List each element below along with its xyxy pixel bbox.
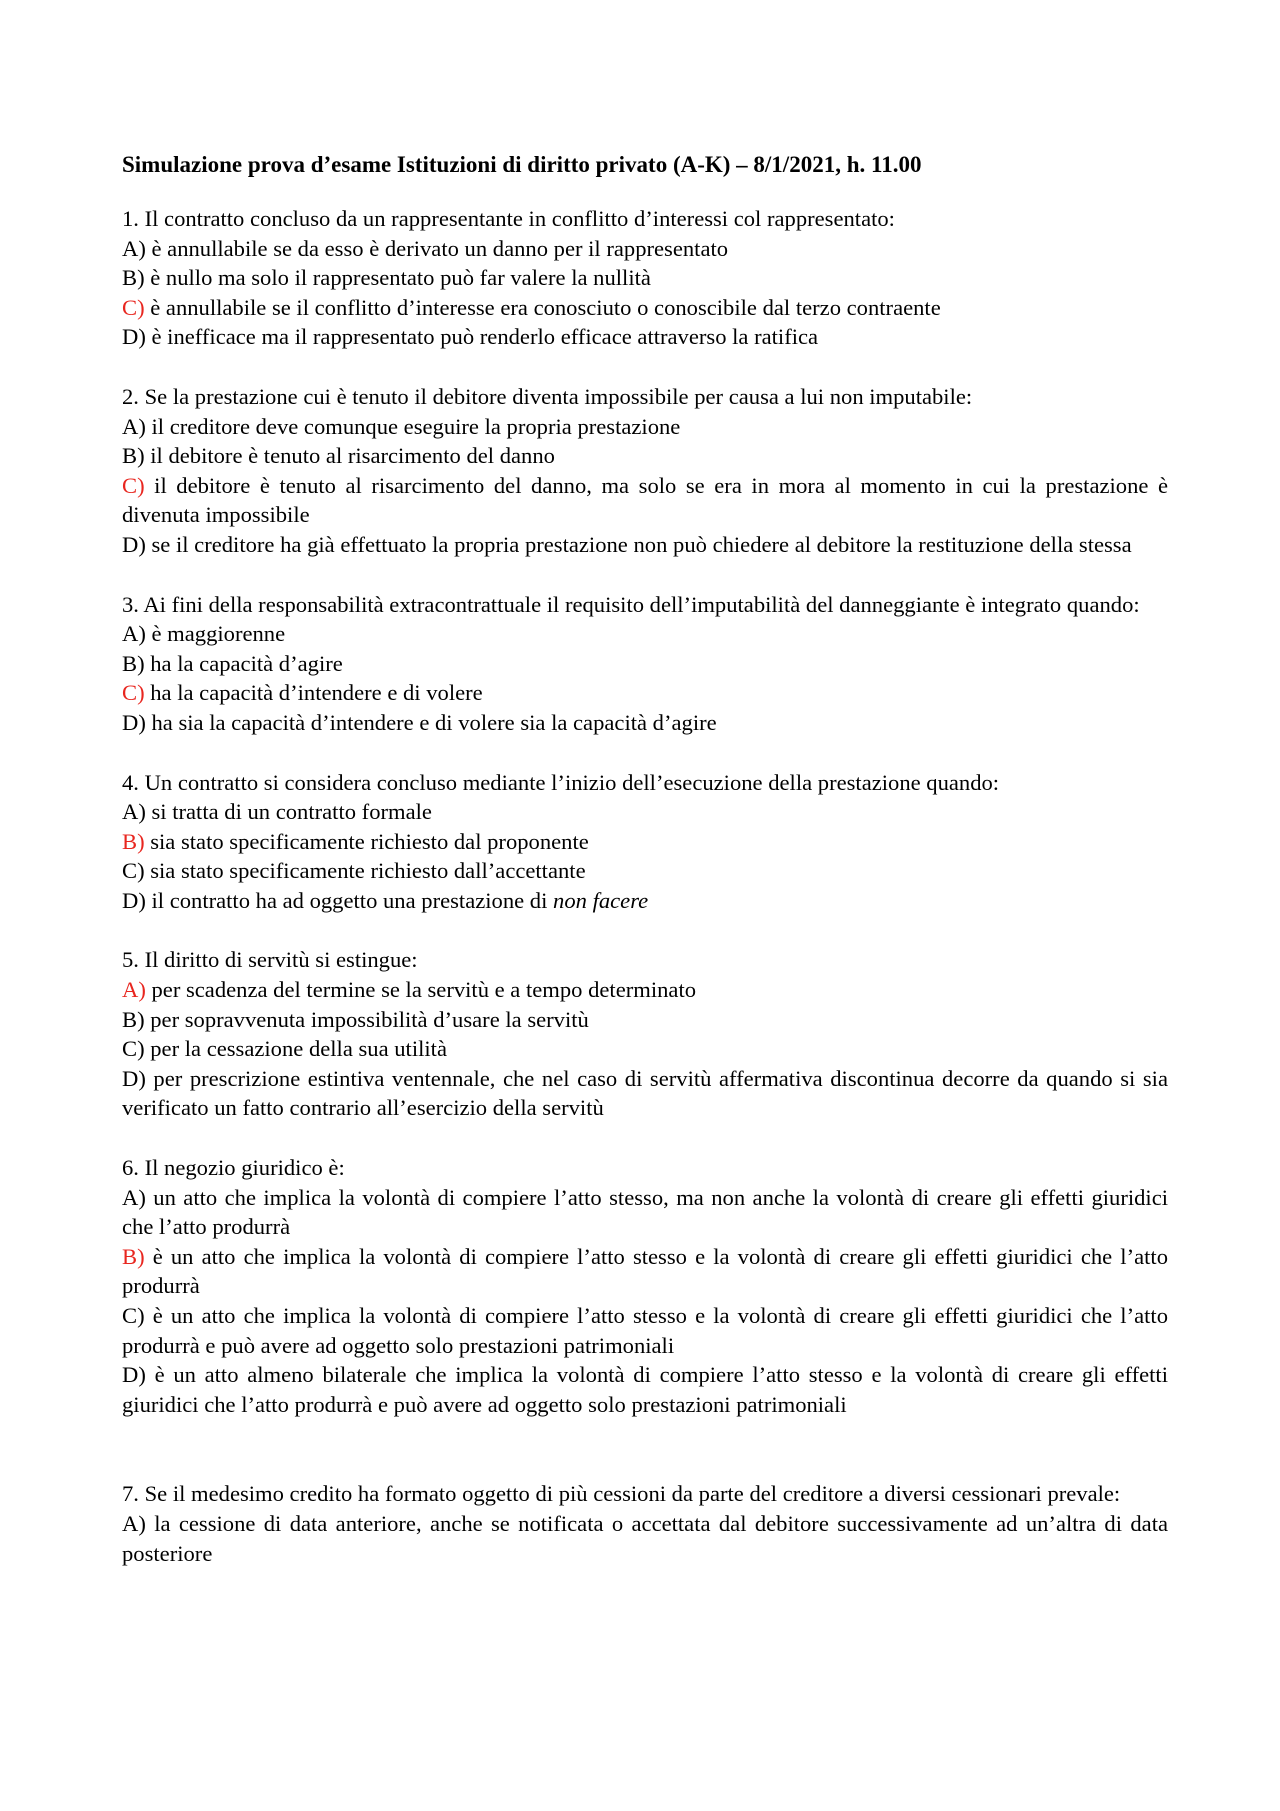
answer-text: è annullabile se da esso è derivato un danno per il rappresentato	[145, 235, 729, 261]
answer-option	[122, 856, 1168, 886]
answer-letter: D)	[122, 324, 146, 350]
answer-letter: D)	[122, 887, 146, 913]
answer-option	[122, 649, 1168, 679]
answer-option	[122, 530, 1168, 560]
answer-text: è maggiorenne	[145, 621, 286, 647]
answer-option	[122, 708, 1168, 738]
answer-letter: B)	[122, 1006, 145, 1032]
question-4	[122, 768, 1168, 916]
question-stem: 5. Il diritto di servitù si estingue:	[122, 947, 418, 973]
question-stem: 2. Se la prestazione cui è tenuto il debitore diventa impossibile per causa a lui non imputabile:	[122, 383, 973, 409]
answer-letter: A)	[122, 1184, 146, 1210]
answer-text: ha sia la capacità d’intendere e di volere sia la capacità d’agire	[145, 709, 717, 735]
answer-option	[122, 1005, 1168, 1035]
correct-answer-letter: B)	[122, 1243, 145, 1269]
answer-option	[122, 234, 1168, 264]
question-5	[122, 945, 1168, 1123]
question-stem: 1. Il contratto concluso da un rappresentante in conflitto d’interessi col rappresentato:	[122, 206, 895, 231]
answer-letter: A)	[122, 1510, 146, 1536]
answer-letter: A)	[122, 413, 146, 439]
answer-letter: A)	[122, 235, 146, 261]
answer-option	[122, 293, 1168, 323]
exam-document	[122, 150, 1168, 1598]
answer-letter: C)	[122, 1303, 145, 1328]
answer-text: ha la capacità d’agire	[144, 650, 343, 676]
answer-option	[122, 1064, 1168, 1123]
answer-letter: A)	[122, 621, 146, 647]
question-6	[122, 1153, 1168, 1419]
answer-option	[122, 1183, 1168, 1242]
answer-letter: D)	[122, 1362, 146, 1388]
question-stem: 3. Ai fini della responsabilità extracontrattuale il requisito dell’imputabilità del danneggiante è integrato quando:	[122, 591, 1140, 617]
answer-option	[122, 886, 1168, 916]
answer-text: è un atto almeno bilaterale che implica la volontà di compiere l’atto stesso e la volontà di creare gli effetti giuridici che l’atto produrrà e può avere ad oggetto solo prestazioni patrimoniali	[122, 1362, 1168, 1417]
answer-text: il creditore deve comunque eseguire la propria prestazione	[145, 413, 681, 439]
question-stem: 6. Il negozio giuridico è:	[122, 1155, 345, 1181]
correct-answer-letter: B)	[122, 828, 145, 854]
answer-option	[122, 797, 1168, 827]
answer-letter: B)	[122, 650, 145, 676]
answer-text: se il creditore ha già effettuato la propria prestazione non può chiedere al debitore la restituzione della stessa	[145, 531, 1132, 557]
answer-option	[122, 827, 1168, 857]
answer-text: sia stato specificamente richiesto dal proponente	[144, 828, 589, 854]
answer-letter: D)	[122, 709, 146, 735]
answer-letter: D)	[122, 1065, 146, 1091]
question-stem: 7. Se il medesimo credito ha formato oggetto di più cessioni da parte del creditore a diversi cessionari prevale:	[122, 1481, 1121, 1507]
answer-option	[122, 322, 1168, 352]
question-2	[122, 382, 1168, 560]
answer-option	[122, 619, 1168, 649]
answer-text: il contratto ha ad oggetto una prestazione di	[145, 887, 554, 913]
answer-option	[122, 1242, 1168, 1301]
question-list	[122, 204, 1168, 1568]
exam-title: Simulazione prova d’esame Istituzioni di diritto privato (A-K) – 8/1/2021, h. 11.00	[122, 152, 922, 177]
answer-letter: C)	[122, 1036, 145, 1062]
answer-letter: C)	[122, 858, 145, 884]
answer-option	[122, 1301, 1168, 1360]
answer-text: il debitore è tenuto al risarcimento del danno	[144, 443, 555, 469]
correct-answer-letter: C)	[122, 472, 145, 498]
answer-text: è un atto che implica la volontà di compiere l’atto stesso e la volontà di creare gli effetti giuridici che l’atto produrrà	[122, 1243, 1168, 1299]
answer-text: un atto che implica la volontà di compiere l’atto stesso, ma non anche la volontà di creare gli effetti giuridici che l’atto produrrà	[122, 1184, 1168, 1240]
answer-text: per scadenza del termine se la servitù e a tempo determinato	[145, 977, 697, 1003]
answer-letter: B)	[122, 265, 145, 291]
answer-text: per la cessazione della sua utilità	[144, 1036, 447, 1062]
answer-option	[122, 975, 1168, 1005]
answer-italic-text: non facere	[553, 887, 649, 913]
answer-text: è annullabile se il conflitto d’interesse era conosciuto o conoscibile dal terzo contraente	[144, 294, 941, 320]
answer-letter: B)	[122, 443, 145, 469]
correct-answer-letter: C)	[122, 680, 145, 706]
question-1	[122, 204, 1168, 352]
answer-text: per sopravvenuta impossibilità d’usare la servitù	[144, 1006, 589, 1032]
answer-text: è un atto che implica la volontà di compiere l’atto stesso e la volontà di creare gli effetti giuridici che l’atto produrrà e può avere ad oggetto solo prestazioni patrimoniali	[122, 1303, 1168, 1358]
answer-text: ha la capacità d’intendere e di volere	[144, 680, 483, 706]
answer-option	[122, 678, 1168, 708]
question-7	[122, 1479, 1168, 1568]
answer-option	[122, 441, 1168, 471]
answer-text: si tratta di un contratto formale	[145, 799, 432, 825]
answer-option	[122, 412, 1168, 442]
answer-option	[122, 471, 1168, 530]
question-3	[122, 590, 1168, 738]
correct-answer-letter: A)	[122, 977, 146, 1003]
answer-option	[122, 263, 1168, 293]
question-stem: 4. Un contratto si considera concluso mediante l’inizio dell’esecuzione della prestazione quando:	[122, 769, 1000, 795]
answer-option	[122, 1360, 1168, 1419]
answer-text: per prescrizione estintiva ventennale, che nel caso di servitù affermativa discontinua decorre da quando si sia verificato un fatto contrario all’esercizio della servitù	[122, 1065, 1168, 1121]
answer-text: è inefficace ma il rappresentato può renderlo efficace attraverso la ratifica	[145, 324, 819, 350]
correct-answer-letter: C)	[122, 294, 145, 320]
answer-letter: A)	[122, 799, 146, 825]
answer-text: la cessione di data anteriore, anche se notificata o accettata dal debitore successivamente ad un’altra di data posteriore	[122, 1510, 1168, 1566]
answer-option	[122, 1509, 1168, 1568]
answer-text: il debitore è tenuto al risarcimento del danno, ma solo se era in mora al momento in cui la prestazione è divenuta impossibile	[122, 472, 1168, 528]
answer-option	[122, 1034, 1168, 1064]
answer-text: è nullo ma solo il rappresentato può far valere la nullità	[144, 265, 651, 291]
answer-letter: D)	[122, 531, 146, 557]
answer-text: sia stato specificamente richiesto dall’accettante	[144, 858, 586, 884]
